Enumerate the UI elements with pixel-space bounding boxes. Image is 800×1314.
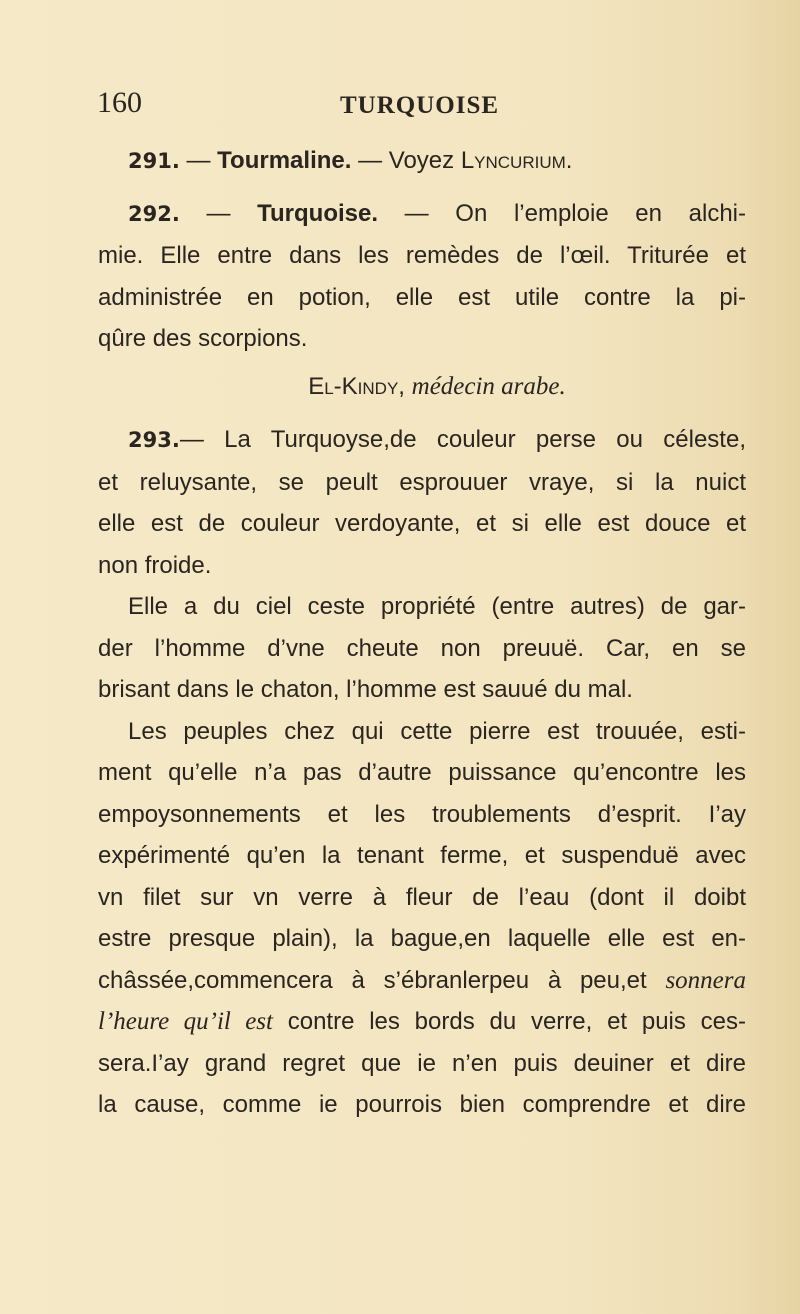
text-line: non froide. (98, 551, 212, 579)
entry-term: Turquoise. (257, 199, 379, 227)
text-line: sera.I’ay grand regret que ie n’en puis deuiner et dire (98, 1049, 746, 1077)
entry-292 (98, 193, 746, 360)
text-line: qûre des scorpions. (98, 325, 308, 352)
text-line: et reluysante, se peult esprouuer vraye, si la nuict (98, 468, 746, 496)
page-header (97, 88, 742, 128)
page-body (98, 140, 746, 1126)
text-line: vn filet sur vn verre à fleur de l’eau (dont il doibt (98, 883, 746, 911)
text-line: der l’homme d’vne cheute non preuuë. Car, en se (98, 634, 746, 662)
text-line (98, 193, 746, 236)
entry-291 (98, 140, 746, 183)
text-line (98, 419, 746, 462)
text-line: Elle a du ciel ceste propriété (entre autres) de gar- (128, 593, 746, 620)
entry-dash: — (179, 147, 218, 174)
line-text: châssée,commencera à s’ébranlerpeu à peu,et (98, 966, 666, 994)
text-line: Les peuples chez qui cette pierre est trouuée, esti- (128, 717, 746, 745)
text-line: brisant dans le chaton, l’homme est sauué du mal. (98, 676, 633, 703)
attribution (98, 366, 746, 408)
cross-reference: Lyncurium. (460, 147, 573, 174)
entry-dash: — (179, 199, 258, 227)
page-number: 160 (97, 86, 142, 119)
text-line: expérimenté qu’en la tenant ferme, et suspenduë avec (98, 842, 746, 869)
entry-text: — Voyez (351, 147, 461, 174)
paragraph (98, 586, 746, 711)
entry-number: 291. (128, 149, 180, 173)
italic-text: l’heure qu’il est (98, 1008, 273, 1035)
text-line: administrée en potion, elle est utile contre la pi- (98, 283, 746, 311)
text-line: la cause, comme ie pourrois bien comprendre et dire (98, 1091, 746, 1118)
entry-number: 292. (128, 201, 180, 226)
italic-text: sonnera (665, 966, 746, 994)
paragraph (98, 711, 746, 1126)
entry-text: — On l’emploie en alchi- (378, 199, 746, 227)
entry-text: — La Turquoyse,de couleur perse ou céleste, (179, 426, 746, 453)
text-line: mie. Elle entre dans les remèdes de l’œil. Triturée et (98, 242, 746, 269)
line-text: contre les bords du verre, et puis ces- (272, 1008, 746, 1035)
text-line: estre presque plain), la bague,en laquelle elle est en- (98, 925, 746, 952)
text-line: elle est de couleur verdoyante, et si elle est douce et (98, 510, 746, 537)
author-role: médecin arabe. (411, 372, 566, 400)
text-line: ment qu’elle n’a pas d’autre puissance qu’encontre les (98, 759, 746, 786)
text-line: empoysonnements et les troublements d’esprit. I’ay (98, 800, 746, 828)
entry-term: Tourmaline. (217, 147, 352, 174)
running-title: TURQUOISE (340, 92, 500, 119)
text-line (98, 1001, 746, 1043)
author-name: El-Kindy, (308, 372, 405, 400)
entry-number: 293. (128, 428, 180, 452)
entry-293 (98, 419, 746, 586)
text-line (98, 960, 746, 1002)
